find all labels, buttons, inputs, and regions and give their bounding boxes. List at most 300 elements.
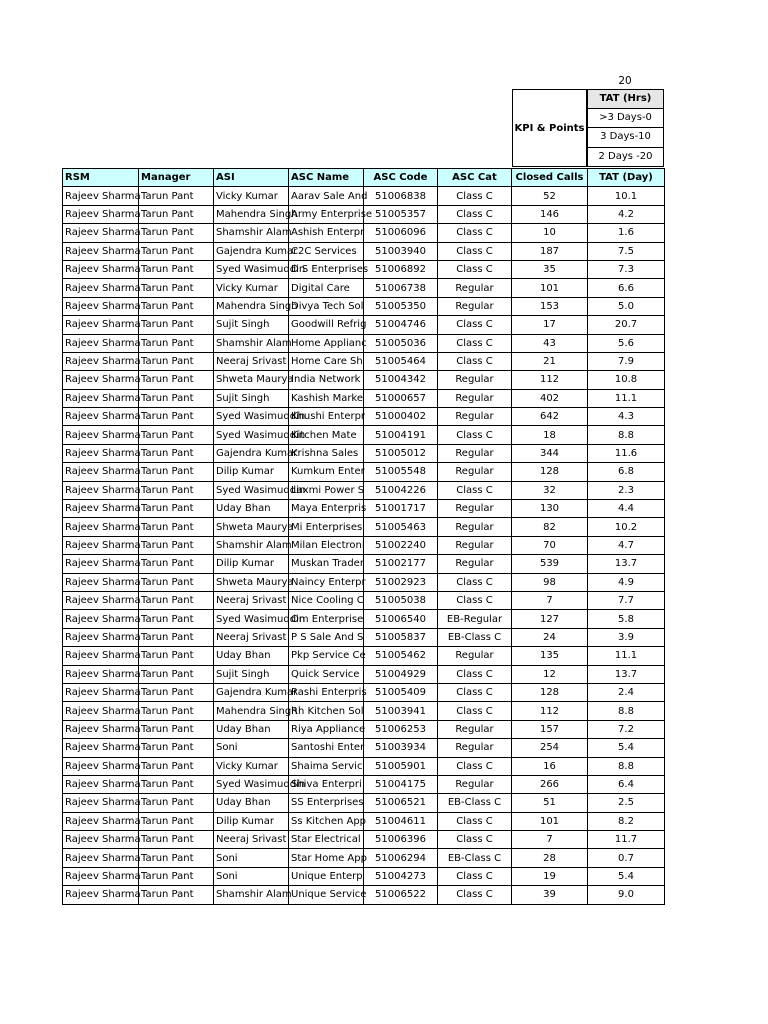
- table-row: [63, 426, 665, 444]
- cell-asc-code: 51006294: [364, 849, 438, 867]
- cell-asc-name: Rh Kitchen Sol: [289, 702, 364, 720]
- cell-asc-name: Riya Appliance: [289, 720, 364, 738]
- table-row: [63, 867, 665, 885]
- cell-asi: Shweta Maurya: [214, 518, 289, 536]
- cell-rsm: Rajeev Sharma: [63, 242, 139, 260]
- cell-asc-code: 51000402: [364, 408, 438, 426]
- cell-rsm: Rajeev Sharma: [63, 720, 139, 738]
- cell-rsm: Rajeev Sharma: [63, 591, 139, 609]
- cell-tat-day: 5.4: [588, 739, 665, 757]
- cell-tat-day: 5.0: [588, 297, 665, 315]
- cell-asc-name: Kashish Marke: [289, 389, 364, 407]
- cell-asc-name: Star Home App: [289, 849, 364, 867]
- cell-tat-day: 5.4: [588, 867, 665, 885]
- cell-asi: Mahendra Singh: [214, 702, 289, 720]
- cell-asc-code: 51006738: [364, 279, 438, 297]
- cell-rsm: Rajeev Sharma: [63, 463, 139, 481]
- cell-closed-calls: 130: [512, 500, 588, 518]
- cell-manager: Tarun Pant: [139, 371, 214, 389]
- kpi-rule: 3 Days-10: [587, 128, 664, 148]
- cell-asc-name: Home Care Sh: [289, 352, 364, 370]
- cell-asc-name: Star Electrical: [289, 831, 364, 849]
- table-row: [63, 260, 665, 278]
- cell-closed-calls: 18: [512, 426, 588, 444]
- cell-tat-day: 8.8: [588, 757, 665, 775]
- cell-asc-name: Kumkum Enter: [289, 463, 364, 481]
- cell-rsm: Rajeev Sharma: [63, 352, 139, 370]
- cell-tat-day: 4.7: [588, 536, 665, 554]
- cell-rsm: Rajeev Sharma: [63, 297, 139, 315]
- cell-asc-cat: Regular: [438, 444, 512, 462]
- cell-asc-cat: Class C: [438, 886, 512, 904]
- cell-tat-day: 9.0: [588, 886, 665, 904]
- cell-manager: Tarun Pant: [139, 591, 214, 609]
- cell-asc-cat: Class C: [438, 260, 512, 278]
- cell-closed-calls: 17: [512, 316, 588, 334]
- cell-manager: Tarun Pant: [139, 444, 214, 462]
- cell-tat-day: 2.4: [588, 683, 665, 701]
- cell-tat-day: 7.5: [588, 242, 665, 260]
- table-row: [63, 205, 665, 223]
- cell-asc-name: Mi Enterprises: [289, 518, 364, 536]
- cell-asc-code: 51004746: [364, 316, 438, 334]
- cell-asc-code: 51004929: [364, 665, 438, 683]
- cell-rsm: Rajeev Sharma: [63, 481, 139, 499]
- cell-asc-cat: Class C: [438, 316, 512, 334]
- cell-asi: Syed Wasimuddin: [214, 426, 289, 444]
- cell-asi: Neeraj Srivast: [214, 628, 289, 646]
- cell-rsm: Rajeev Sharma: [63, 444, 139, 462]
- cell-closed-calls: 7: [512, 831, 588, 849]
- cell-manager: Tarun Pant: [139, 647, 214, 665]
- cell-asc-code: 51005462: [364, 647, 438, 665]
- cell-closed-calls: 112: [512, 371, 588, 389]
- cell-tat-day: 10.1: [588, 187, 665, 205]
- cell-asi: Vicky Kumar: [214, 757, 289, 775]
- cell-tat-day: 8.8: [588, 702, 665, 720]
- cell-asi: Mahendra Singh: [214, 297, 289, 315]
- table-row: [63, 242, 665, 260]
- cell-rsm: Rajeev Sharma: [63, 205, 139, 223]
- cell-closed-calls: 157: [512, 720, 588, 738]
- cell-asi: Shweta Maurya: [214, 371, 289, 389]
- cell-asc-code: 51004611: [364, 812, 438, 830]
- cell-tat-day: 7.7: [588, 591, 665, 609]
- cell-manager: Tarun Pant: [139, 555, 214, 573]
- cell-asc-code: 51006253: [364, 720, 438, 738]
- cell-closed-calls: 70: [512, 536, 588, 554]
- cell-tat-day: 10.2: [588, 518, 665, 536]
- cell-rsm: Rajeev Sharma: [63, 775, 139, 793]
- cell-asc-code: 51005038: [364, 591, 438, 609]
- cell-rsm: Rajeev Sharma: [63, 628, 139, 646]
- cell-asc-cat: Regular: [438, 536, 512, 554]
- cell-manager: Tarun Pant: [139, 297, 214, 315]
- cell-manager: Tarun Pant: [139, 518, 214, 536]
- cell-asi: Uday Bhan: [214, 647, 289, 665]
- cell-closed-calls: 254: [512, 739, 588, 757]
- cell-rsm: Rajeev Sharma: [63, 260, 139, 278]
- cell-manager: Tarun Pant: [139, 702, 214, 720]
- cell-tat-day: 11.1: [588, 647, 665, 665]
- cell-tat-day: 4.2: [588, 205, 665, 223]
- cell-rsm: Rajeev Sharma: [63, 334, 139, 352]
- col-header-asi: ASI: [214, 169, 289, 187]
- cell-rsm: Rajeev Sharma: [63, 794, 139, 812]
- col-header-rsm: RSM: [63, 169, 139, 187]
- tat-hrs-header: TAT (Hrs): [587, 89, 664, 109]
- cell-asc-cat: Class C: [438, 352, 512, 370]
- cell-asc-name: Pkp Service Ce: [289, 647, 364, 665]
- cell-tat-day: 8.2: [588, 812, 665, 830]
- cell-asc-cat: Class C: [438, 224, 512, 242]
- cell-asc-cat: Regular: [438, 371, 512, 389]
- cell-rsm: Rajeev Sharma: [63, 886, 139, 904]
- cell-asi: Shamshir Alam: [214, 536, 289, 554]
- col-header-manager: Manager: [139, 169, 214, 187]
- cell-asc-cat: Class C: [438, 242, 512, 260]
- table-row: [63, 518, 665, 536]
- cell-closed-calls: 32: [512, 481, 588, 499]
- cell-asc-code: 51005036: [364, 334, 438, 352]
- col-header-asc-name: ASC Name: [289, 169, 364, 187]
- cell-tat-day: 20.7: [588, 316, 665, 334]
- cell-manager: Tarun Pant: [139, 463, 214, 481]
- cell-asc-code: 51004226: [364, 481, 438, 499]
- cell-asc-cat: Regular: [438, 389, 512, 407]
- cell-asc-code: 51004273: [364, 867, 438, 885]
- cell-asc-cat: Class C: [438, 187, 512, 205]
- cell-asc-name: D S Enterprises: [289, 260, 364, 278]
- cell-tat-day: 4.3: [588, 408, 665, 426]
- cell-asi: Dilip Kumar: [214, 812, 289, 830]
- cell-asc-cat: Class C: [438, 683, 512, 701]
- cell-asi: Syed Wasimuddin: [214, 260, 289, 278]
- cell-asc-name: Shaima Servic: [289, 757, 364, 775]
- cell-asi: Uday Bhan: [214, 794, 289, 812]
- col-header-asc-code: ASC Code: [364, 169, 438, 187]
- cell-closed-calls: 39: [512, 886, 588, 904]
- cell-manager: Tarun Pant: [139, 260, 214, 278]
- cell-asc-cat: Class C: [438, 573, 512, 591]
- table-row: [63, 463, 665, 481]
- cell-asc-cat: Regular: [438, 555, 512, 573]
- table-row: [63, 683, 665, 701]
- cell-asc-code: 51001717: [364, 500, 438, 518]
- cell-asi: Soni: [214, 867, 289, 885]
- cell-asc-name: Army Enterprise: [289, 205, 364, 223]
- cell-asc-cat: Class C: [438, 757, 512, 775]
- cell-asc-name: Ashish Enterpr: [289, 224, 364, 242]
- cell-asc-cat: Class C: [438, 665, 512, 683]
- cell-rsm: Rajeev Sharma: [63, 647, 139, 665]
- cell-asc-cat: EB-Class C: [438, 849, 512, 867]
- cell-asi: Syed Wasimuddin: [214, 408, 289, 426]
- cell-asc-code: 51006540: [364, 610, 438, 628]
- cell-tat-day: 13.7: [588, 665, 665, 683]
- cell-rsm: Rajeev Sharma: [63, 867, 139, 885]
- cell-closed-calls: 82: [512, 518, 588, 536]
- table-row: [63, 831, 665, 849]
- kpi-label: KPI & Points: [512, 89, 587, 167]
- table-row: [63, 334, 665, 352]
- cell-asi: Syed Wasimuddin: [214, 775, 289, 793]
- cell-asc-name: Om Enterprise: [289, 610, 364, 628]
- table-row: [63, 316, 665, 334]
- cell-manager: Tarun Pant: [139, 849, 214, 867]
- cell-asc-code: 51002177: [364, 555, 438, 573]
- cell-asc-cat: Regular: [438, 518, 512, 536]
- cell-tat-day: 6.4: [588, 775, 665, 793]
- cell-tat-day: 11.1: [588, 389, 665, 407]
- cell-asc-cat: EB-Class C: [438, 794, 512, 812]
- table-row: [63, 224, 665, 242]
- kpi-rule: 2 Days -20: [587, 148, 664, 168]
- cell-asc-name: Quick Service: [289, 665, 364, 683]
- cell-rsm: Rajeev Sharma: [63, 831, 139, 849]
- table-row: [63, 665, 665, 683]
- table-row: [63, 555, 665, 573]
- cell-asc-name: Khushi Enterpr: [289, 408, 364, 426]
- table-row: [63, 279, 665, 297]
- cell-tat-day: 7.3: [588, 260, 665, 278]
- cell-closed-calls: 187: [512, 242, 588, 260]
- cell-rsm: Rajeev Sharma: [63, 849, 139, 867]
- cell-asc-name: Muskan Trader: [289, 555, 364, 573]
- cell-asc-code: 51005901: [364, 757, 438, 775]
- cell-manager: Tarun Pant: [139, 389, 214, 407]
- cell-closed-calls: 19: [512, 867, 588, 885]
- cell-rsm: Rajeev Sharma: [63, 757, 139, 775]
- cell-asc-code: 51006892: [364, 260, 438, 278]
- cell-closed-calls: 266: [512, 775, 588, 793]
- cell-manager: Tarun Pant: [139, 334, 214, 352]
- cell-manager: Tarun Pant: [139, 481, 214, 499]
- cell-asc-name: Divya Tech Sol: [289, 297, 364, 315]
- cell-asc-cat: EB-Regular: [438, 610, 512, 628]
- cell-manager: Tarun Pant: [139, 831, 214, 849]
- table-row: [63, 739, 665, 757]
- cell-manager: Tarun Pant: [139, 279, 214, 297]
- cell-asc-code: 51005464: [364, 352, 438, 370]
- table-row: [63, 647, 665, 665]
- cell-closed-calls: 7: [512, 591, 588, 609]
- cell-asc-code: 51003941: [364, 702, 438, 720]
- table-row: [63, 371, 665, 389]
- cell-rsm: Rajeev Sharma: [63, 702, 139, 720]
- table-row: [63, 794, 665, 812]
- cell-manager: Tarun Pant: [139, 665, 214, 683]
- cell-asc-code: 51004191: [364, 426, 438, 444]
- cell-manager: Tarun Pant: [139, 812, 214, 830]
- table-row: [63, 720, 665, 738]
- cell-asc-cat: Regular: [438, 279, 512, 297]
- cell-manager: Tarun Pant: [139, 720, 214, 738]
- cell-tat-day: 8.8: [588, 426, 665, 444]
- cell-asi: Dilip Kumar: [214, 463, 289, 481]
- cell-closed-calls: 539: [512, 555, 588, 573]
- kpi-rule: >3 Days-0: [587, 109, 664, 129]
- table-row: [63, 481, 665, 499]
- cell-tat-day: 1.6: [588, 224, 665, 242]
- cell-rsm: Rajeev Sharma: [63, 279, 139, 297]
- table-row: [63, 573, 665, 591]
- cell-closed-calls: 28: [512, 849, 588, 867]
- col-header-asc-cat: ASC Cat: [438, 169, 512, 187]
- cell-asc-name: Kitchen Mate: [289, 426, 364, 444]
- cell-asc-cat: Regular: [438, 297, 512, 315]
- cell-rsm: Rajeev Sharma: [63, 683, 139, 701]
- cell-rsm: Rajeev Sharma: [63, 665, 139, 683]
- cell-tat-day: 6.6: [588, 279, 665, 297]
- cell-rsm: Rajeev Sharma: [63, 555, 139, 573]
- cell-asc-name: Goodwill Refrig: [289, 316, 364, 334]
- cell-manager: Tarun Pant: [139, 794, 214, 812]
- tat-report-table: [62, 168, 665, 905]
- cell-manager: Tarun Pant: [139, 536, 214, 554]
- cell-tat-day: 7.2: [588, 720, 665, 738]
- cell-asc-name: Naincy Enterpr: [289, 573, 364, 591]
- cell-asi: Shamshir Alam: [214, 886, 289, 904]
- cell-asc-code: 51004342: [364, 371, 438, 389]
- cell-asc-cat: Regular: [438, 720, 512, 738]
- cell-closed-calls: 153: [512, 297, 588, 315]
- cell-manager: Tarun Pant: [139, 867, 214, 885]
- cell-tat-day: 4.4: [588, 500, 665, 518]
- cell-manager: Tarun Pant: [139, 500, 214, 518]
- cell-tat-day: 13.7: [588, 555, 665, 573]
- cell-asc-cat: Regular: [438, 500, 512, 518]
- cell-asc-name: SS Enterprises: [289, 794, 364, 812]
- cell-asc-code: 51006838: [364, 187, 438, 205]
- cell-rsm: Rajeev Sharma: [63, 739, 139, 757]
- col-header-closed-calls: Closed Calls: [512, 169, 588, 187]
- cell-asc-name: Home Applianc: [289, 334, 364, 352]
- cell-asi: Vicky Kumar: [214, 279, 289, 297]
- cell-asc-cat: Class C: [438, 205, 512, 223]
- table-row: [63, 500, 665, 518]
- cell-asi: Soni: [214, 739, 289, 757]
- cell-asc-name: Maya Enterpris: [289, 500, 364, 518]
- cell-asi: Neeraj Srivast: [214, 352, 289, 370]
- table-row: [63, 389, 665, 407]
- cell-asi: Neeraj Srivast: [214, 831, 289, 849]
- cell-asc-code: 51006396: [364, 831, 438, 849]
- cell-manager: Tarun Pant: [139, 187, 214, 205]
- cell-asc-name: Krishna Sales: [289, 444, 364, 462]
- cell-rsm: Rajeev Sharma: [63, 536, 139, 554]
- cell-closed-calls: 24: [512, 628, 588, 646]
- cell-closed-calls: 35: [512, 260, 588, 278]
- cell-closed-calls: 10: [512, 224, 588, 242]
- table-row: [63, 536, 665, 554]
- cell-closed-calls: 128: [512, 463, 588, 481]
- cell-asi: Gajendra Kumar: [214, 444, 289, 462]
- cell-rsm: Rajeev Sharma: [63, 518, 139, 536]
- cell-manager: Tarun Pant: [139, 573, 214, 591]
- cell-asi: Mahendra Singh: [214, 205, 289, 223]
- cell-asc-code: 51005350: [364, 297, 438, 315]
- col-header-tat-day: TAT (Day): [588, 169, 665, 187]
- cell-rsm: Rajeev Sharma: [63, 408, 139, 426]
- cell-tat-day: 11.6: [588, 444, 665, 462]
- cell-rsm: Rajeev Sharma: [63, 389, 139, 407]
- cell-rsm: Rajeev Sharma: [63, 500, 139, 518]
- cell-asc-cat: Class C: [438, 426, 512, 444]
- table-row: [63, 886, 665, 904]
- cell-manager: Tarun Pant: [139, 610, 214, 628]
- cell-asc-code: 51002923: [364, 573, 438, 591]
- cell-closed-calls: 135: [512, 647, 588, 665]
- cell-rsm: Rajeev Sharma: [63, 187, 139, 205]
- cell-manager: Tarun Pant: [139, 316, 214, 334]
- cell-asi: Uday Bhan: [214, 500, 289, 518]
- cell-closed-calls: 16: [512, 757, 588, 775]
- table-row: [63, 702, 665, 720]
- cell-closed-calls: 127: [512, 610, 588, 628]
- table-row: [63, 444, 665, 462]
- cell-asc-code: 51006521: [364, 794, 438, 812]
- cell-asi: Uday Bhan: [214, 720, 289, 738]
- cell-manager: Tarun Pant: [139, 352, 214, 370]
- cell-asi: Shamshir Alam: [214, 334, 289, 352]
- cell-asc-cat: EB-Class C: [438, 628, 512, 646]
- cell-closed-calls: 12: [512, 665, 588, 683]
- cell-asc-name: Nice Cooling C: [289, 591, 364, 609]
- cell-asi: Sujit Singh: [214, 316, 289, 334]
- cell-asc-code: 51006522: [364, 886, 438, 904]
- cell-asc-code: 51005463: [364, 518, 438, 536]
- cell-closed-calls: 112: [512, 702, 588, 720]
- table-row: [63, 610, 665, 628]
- cell-closed-calls: 402: [512, 389, 588, 407]
- cell-manager: Tarun Pant: [139, 628, 214, 646]
- table-row: [63, 408, 665, 426]
- cell-asc-cat: Regular: [438, 647, 512, 665]
- cell-closed-calls: 146: [512, 205, 588, 223]
- cell-asi: Dilip Kumar: [214, 555, 289, 573]
- cell-tat-day: 4.9: [588, 573, 665, 591]
- cell-tat-day: 3.9: [588, 628, 665, 646]
- table-row: [63, 187, 665, 205]
- cell-asi: Soni: [214, 849, 289, 867]
- cell-asc-name: Shiva Enterpri: [289, 775, 364, 793]
- cell-asc-cat: Class C: [438, 812, 512, 830]
- cell-asc-code: 51006096: [364, 224, 438, 242]
- table-row: [63, 757, 665, 775]
- cell-asc-code: 51005012: [364, 444, 438, 462]
- cell-asc-cat: Class C: [438, 867, 512, 885]
- table-row: [63, 628, 665, 646]
- cell-asc-cat: Regular: [438, 408, 512, 426]
- cell-asi: Vicky Kumar: [214, 187, 289, 205]
- cell-rsm: Rajeev Sharma: [63, 316, 139, 334]
- cell-asc-name: Aarav Sale And: [289, 187, 364, 205]
- cell-closed-calls: 52: [512, 187, 588, 205]
- kpi-top-number: 20: [618, 75, 632, 87]
- cell-asc-cat: Class C: [438, 481, 512, 499]
- cell-asc-code: 51003934: [364, 739, 438, 757]
- cell-asc-cat: Regular: [438, 739, 512, 757]
- cell-asc-name: Ss Kitchen App: [289, 812, 364, 830]
- cell-manager: Tarun Pant: [139, 426, 214, 444]
- cell-asc-code: 51000657: [364, 389, 438, 407]
- cell-closed-calls: 98: [512, 573, 588, 591]
- table-row: [63, 775, 665, 793]
- cell-asc-cat: Regular: [438, 463, 512, 481]
- cell-tat-day: 5.6: [588, 334, 665, 352]
- cell-asi: Gajendra Kumar: [214, 683, 289, 701]
